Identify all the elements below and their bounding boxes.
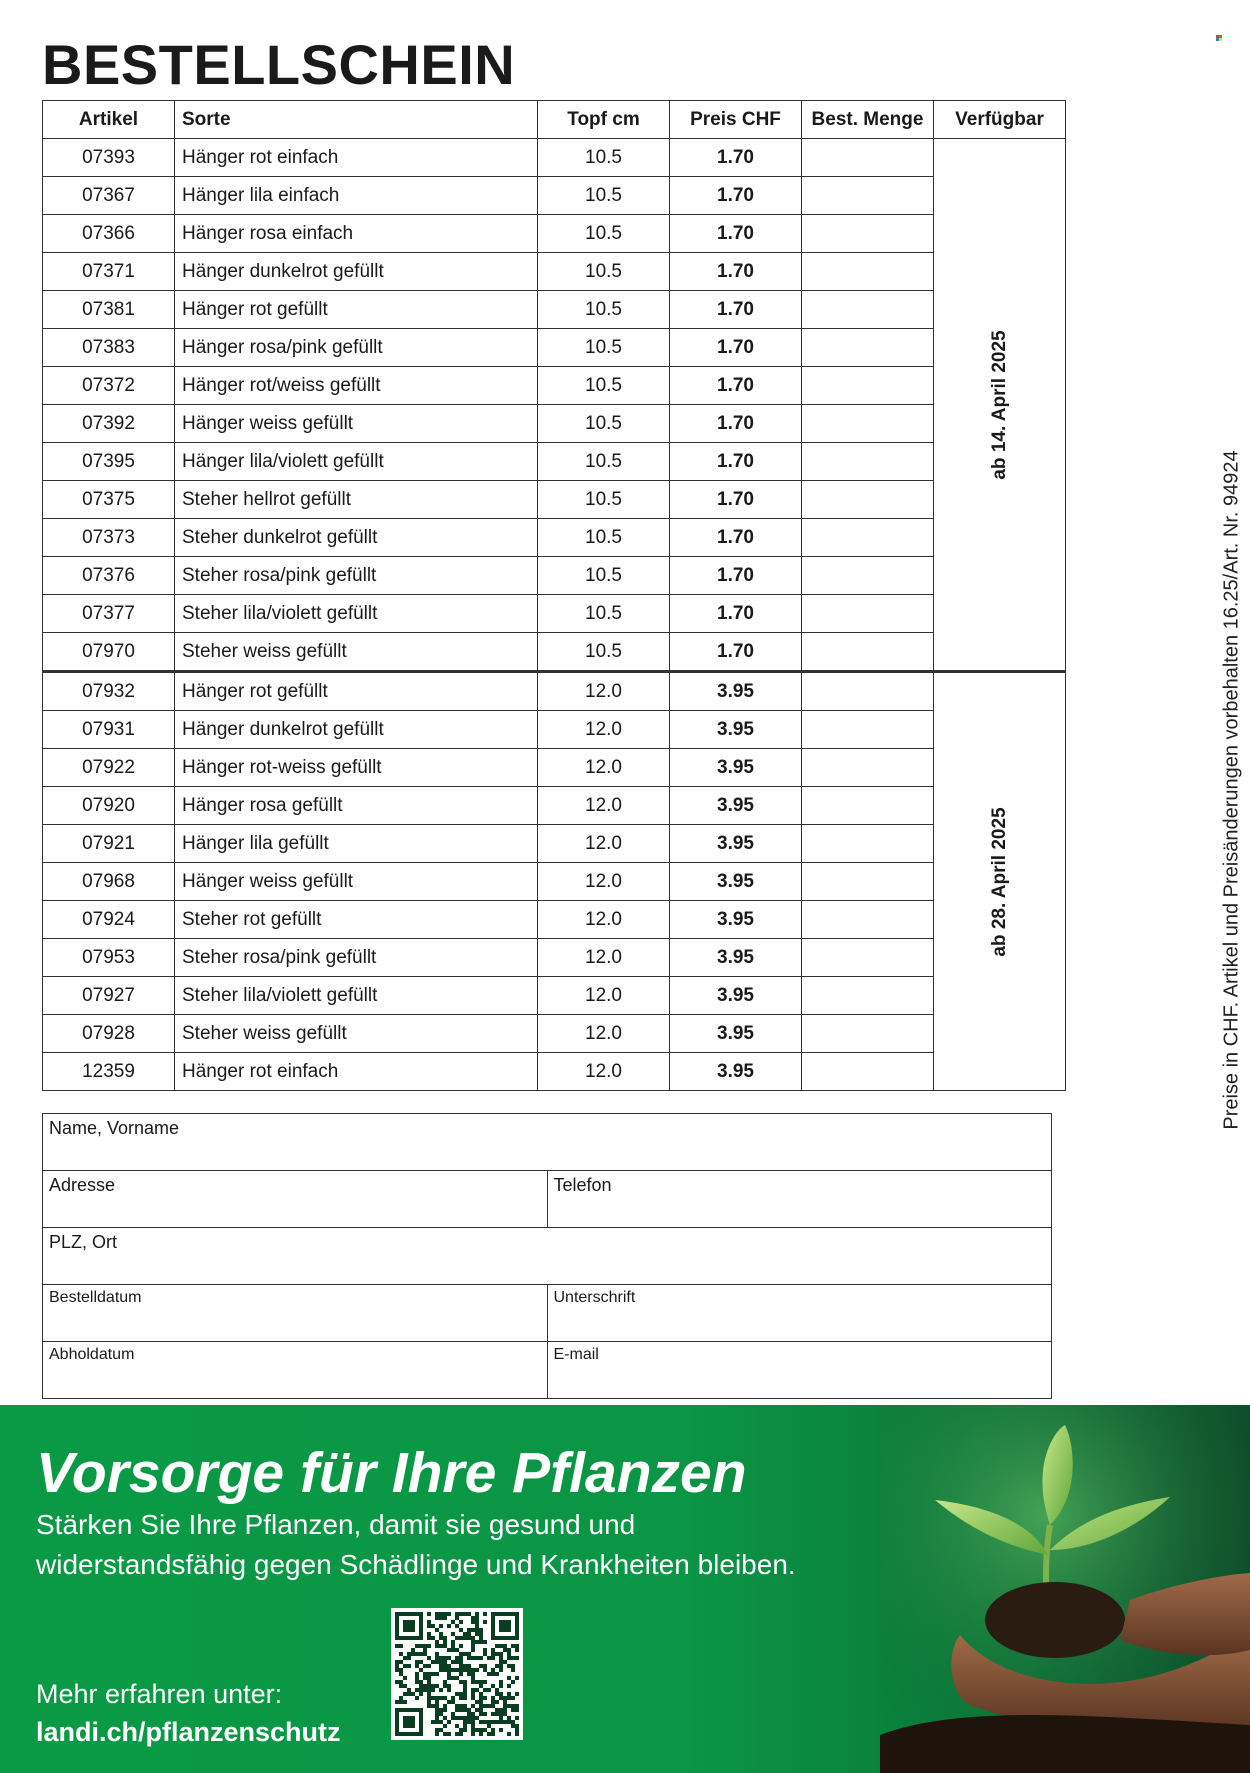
sorte-cell: Steher rot gefüllt xyxy=(175,901,538,939)
preis-cell: 1.70 xyxy=(670,557,802,595)
topf-cell: 12.0 xyxy=(538,939,670,977)
sorte-cell: Hänger dunkelrot gefüllt xyxy=(175,711,538,749)
artikel-cell: 07383 xyxy=(43,329,175,367)
artikel-cell: 07921 xyxy=(43,825,175,863)
name-field[interactable] xyxy=(43,1114,1052,1171)
banner-url-link[interactable]: landi.ch/pflanzenschutz xyxy=(36,1717,341,1747)
topf-cell: 10.5 xyxy=(538,519,670,557)
customer-form xyxy=(42,1113,1052,1399)
quantity-input-cell[interactable] xyxy=(802,405,934,443)
signature-field[interactable] xyxy=(547,1285,1052,1342)
table-row xyxy=(43,863,1066,901)
topf-cell: 12.0 xyxy=(538,901,670,939)
topf-cell: 10.5 xyxy=(538,633,670,672)
topf-cell: 12.0 xyxy=(538,825,670,863)
artikel-cell: 07392 xyxy=(43,405,175,443)
preis-cell: 1.70 xyxy=(670,595,802,633)
quantity-input-cell[interactable] xyxy=(802,291,934,329)
header-artikel: Artikel xyxy=(43,101,175,139)
zip-city-label: PLZ, Ort xyxy=(49,1232,118,1252)
quantity-input-cell[interactable] xyxy=(802,977,934,1015)
sorte-cell: Steher lila/violett gefüllt xyxy=(175,977,538,1015)
table-row xyxy=(43,1053,1066,1091)
quantity-input-cell[interactable] xyxy=(802,215,934,253)
topf-cell: 12.0 xyxy=(538,1053,670,1091)
preis-cell: 3.95 xyxy=(670,939,802,977)
preis-cell: 3.95 xyxy=(670,863,802,901)
sorte-cell: Steher weiss gefüllt xyxy=(175,633,538,672)
preis-cell: 1.70 xyxy=(670,215,802,253)
table-row xyxy=(43,595,1066,633)
artikel-cell: 12359 xyxy=(43,1053,175,1091)
table-row xyxy=(43,519,1066,557)
preis-cell: 3.95 xyxy=(670,749,802,787)
sorte-cell: Steher dunkelrot gefüllt xyxy=(175,519,538,557)
order-table xyxy=(42,100,1066,1091)
topf-cell: 10.5 xyxy=(538,215,670,253)
artikel-cell: 07920 xyxy=(43,787,175,825)
preis-cell: 1.70 xyxy=(670,177,802,215)
artikel-cell: 07395 xyxy=(43,443,175,481)
topf-cell: 12.0 xyxy=(538,711,670,749)
quantity-input-cell[interactable] xyxy=(802,787,934,825)
preis-cell: 1.70 xyxy=(670,291,802,329)
color-mark-icon xyxy=(1216,35,1223,42)
artikel-cell: 07373 xyxy=(43,519,175,557)
table-row xyxy=(43,787,1066,825)
banner-title: Vorsorge für Ihre Pflanzen xyxy=(36,1441,747,1505)
quantity-input-cell[interactable] xyxy=(802,939,934,977)
banner-more-label: Mehr erfahren unter: xyxy=(36,1679,283,1709)
header-sorte: Sorte xyxy=(175,101,538,139)
table-row xyxy=(43,749,1066,787)
artikel-cell: 07924 xyxy=(43,901,175,939)
quantity-input-cell[interactable] xyxy=(802,1015,934,1053)
phone-field[interactable] xyxy=(547,1171,1052,1228)
preis-cell: 1.70 xyxy=(670,367,802,405)
artikel-cell: 07371 xyxy=(43,253,175,291)
table-row xyxy=(43,711,1066,749)
sorte-cell: Hänger weiss gefüllt xyxy=(175,405,538,443)
availability-cell xyxy=(934,139,1066,672)
sorte-cell: Hänger rosa/pink gefüllt xyxy=(175,329,538,367)
table-row xyxy=(43,1015,1066,1053)
table-row xyxy=(43,977,1066,1015)
topf-cell: 12.0 xyxy=(538,1015,670,1053)
sorte-cell: Hänger rosa gefüllt xyxy=(175,787,538,825)
artikel-cell: 07377 xyxy=(43,595,175,633)
email-label: E-mail xyxy=(553,1346,599,1363)
banner-text: Stärken Sie Ihre Pflanzen, damit sie gesund und widerstandsfähig gegen Schädlinge und Krankheiten bleiben. xyxy=(36,1509,796,1580)
topf-cell: 10.5 xyxy=(538,367,670,405)
topf-cell: 10.5 xyxy=(538,177,670,215)
quantity-input-cell[interactable] xyxy=(802,139,934,177)
preis-cell: 3.95 xyxy=(670,1015,802,1053)
seedling-in-hands-icon xyxy=(880,1405,1250,1773)
table-row xyxy=(43,367,1066,405)
quantity-input-cell[interactable] xyxy=(802,557,934,595)
order-date-label: Bestelldatum xyxy=(49,1289,142,1306)
quantity-input-cell[interactable] xyxy=(802,443,934,481)
preis-cell: 1.70 xyxy=(670,253,802,291)
table-row xyxy=(43,557,1066,595)
artikel-cell: 07366 xyxy=(43,215,175,253)
preis-cell: 1.70 xyxy=(670,329,802,367)
preis-cell: 1.70 xyxy=(670,519,802,557)
promo-banner xyxy=(0,1405,1250,1773)
table-row xyxy=(43,633,1066,672)
artikel-cell: 07932 xyxy=(43,672,175,711)
sorte-cell: Hänger rot-weiss gefüllt xyxy=(175,749,538,787)
header-topf: Topf cm xyxy=(538,101,670,139)
pickup-date-label: Abholdatum xyxy=(49,1346,135,1363)
quantity-input-cell[interactable] xyxy=(802,367,934,405)
artikel-cell: 07931 xyxy=(43,711,175,749)
availability-cell xyxy=(934,672,1066,1091)
preis-cell: 3.95 xyxy=(670,901,802,939)
quantity-input-cell[interactable] xyxy=(802,749,934,787)
table-row xyxy=(43,481,1066,519)
artikel-cell: 07970 xyxy=(43,633,175,672)
topf-cell: 10.5 xyxy=(538,329,670,367)
quantity-input-cell[interactable] xyxy=(802,519,934,557)
email-field[interactable] xyxy=(547,1342,1052,1399)
quantity-input-cell[interactable] xyxy=(802,595,934,633)
sorte-cell: Hänger lila/violett gefüllt xyxy=(175,443,538,481)
sorte-cell: Hänger lila einfach xyxy=(175,177,538,215)
artikel-cell: 07367 xyxy=(43,177,175,215)
table-row xyxy=(43,672,1066,711)
sorte-cell: Hänger rot/weiss gefüllt xyxy=(175,367,538,405)
sorte-cell: Hänger rot einfach xyxy=(175,1053,538,1091)
phone-label: Telefon xyxy=(553,1175,612,1195)
topf-cell: 10.5 xyxy=(538,405,670,443)
sorte-cell: Hänger lila gefüllt xyxy=(175,825,538,863)
quantity-input-cell[interactable] xyxy=(802,863,934,901)
artikel-cell: 07381 xyxy=(43,291,175,329)
table-row xyxy=(43,901,1066,939)
topf-cell: 12.0 xyxy=(538,977,670,1015)
quantity-input-cell[interactable] xyxy=(802,672,934,711)
table-row xyxy=(43,443,1066,481)
artikel-cell: 07927 xyxy=(43,977,175,1015)
table-row xyxy=(43,177,1066,215)
preis-cell: 1.70 xyxy=(670,139,802,177)
artikel-cell: 07375 xyxy=(43,481,175,519)
order-date-field[interactable] xyxy=(43,1285,548,1342)
qr-code-icon[interactable] xyxy=(391,1608,523,1740)
quantity-input-cell[interactable] xyxy=(802,1053,934,1091)
quantity-input-cell[interactable] xyxy=(802,825,934,863)
artikel-cell: 07376 xyxy=(43,557,175,595)
availability-date: ab 28. April 2025 xyxy=(988,806,1010,957)
sorte-cell: Hänger rot gefüllt xyxy=(175,291,538,329)
quantity-input-cell[interactable] xyxy=(802,177,934,215)
topf-cell: 10.5 xyxy=(538,253,670,291)
quantity-input-cell[interactable] xyxy=(802,253,934,291)
page-title: BESTELLSCHEIN xyxy=(42,33,516,96)
topf-cell: 10.5 xyxy=(538,557,670,595)
quantity-input-cell[interactable] xyxy=(802,633,934,672)
preis-cell: 1.70 xyxy=(670,443,802,481)
address-label: Adresse xyxy=(49,1175,116,1195)
table-row xyxy=(43,215,1066,253)
preis-cell: 1.70 xyxy=(670,633,802,672)
signature-label: Unterschrift xyxy=(553,1289,636,1306)
quantity-input-cell[interactable] xyxy=(802,901,934,939)
quantity-input-cell[interactable] xyxy=(802,329,934,367)
artikel-cell: 07922 xyxy=(43,749,175,787)
pickup-date-field[interactable] xyxy=(43,1342,548,1399)
artikel-cell: 07953 xyxy=(43,939,175,977)
price-note: Preise in CHF. Artikel und Preisänderungen vorbehalten 16.25/Art. Nr. 94924 xyxy=(1220,450,1243,1130)
availability-date: ab 14. April 2025 xyxy=(988,329,1010,480)
zip-city-field[interactable] xyxy=(43,1228,1052,1285)
topf-cell: 12.0 xyxy=(538,787,670,825)
table-row xyxy=(43,253,1066,291)
sorte-cell: Hänger weiss gefüllt xyxy=(175,863,538,901)
sorte-cell: Steher weiss gefüllt xyxy=(175,1015,538,1053)
sorte-cell: Steher lila/violett gefüllt xyxy=(175,595,538,633)
header-verfuegbar: Verfügbar xyxy=(934,101,1066,139)
header-preis: Preis CHF xyxy=(670,101,802,139)
topf-cell: 10.5 xyxy=(538,595,670,633)
sorte-cell: Hänger rosa einfach xyxy=(175,215,538,253)
topf-cell: 10.5 xyxy=(538,291,670,329)
name-label: Name, Vorname xyxy=(49,1118,180,1138)
preis-cell: 3.95 xyxy=(670,977,802,1015)
preis-cell: 1.70 xyxy=(670,405,802,443)
sorte-cell: Hänger dunkelrot gefüllt xyxy=(175,253,538,291)
header-menge: Best. Menge xyxy=(802,101,934,139)
topf-cell: 12.0 xyxy=(538,672,670,711)
sorte-cell: Hänger rot gefüllt xyxy=(175,672,538,711)
preis-cell: 3.95 xyxy=(670,787,802,825)
topf-cell: 12.0 xyxy=(538,863,670,901)
topf-cell: 10.5 xyxy=(538,481,670,519)
table-row xyxy=(43,939,1066,977)
sorte-cell: Steher hellrot gefüllt xyxy=(175,481,538,519)
table-row xyxy=(43,825,1066,863)
topf-cell: 10.5 xyxy=(538,443,670,481)
quantity-input-cell[interactable] xyxy=(802,711,934,749)
preis-cell: 3.95 xyxy=(670,711,802,749)
table-header-row xyxy=(43,101,1066,139)
artikel-cell: 07928 xyxy=(43,1015,175,1053)
table-row xyxy=(43,329,1066,367)
preis-cell: 1.70 xyxy=(670,481,802,519)
address-field[interactable] xyxy=(43,1171,548,1228)
sorte-cell: Steher rosa/pink gefüllt xyxy=(175,939,538,977)
table-row xyxy=(43,139,1066,177)
table-row xyxy=(43,291,1066,329)
quantity-input-cell[interactable] xyxy=(802,481,934,519)
sorte-cell: Steher rosa/pink gefüllt xyxy=(175,557,538,595)
preis-cell: 3.95 xyxy=(670,825,802,863)
preis-cell: 3.95 xyxy=(670,672,802,711)
preis-cell: 3.95 xyxy=(670,1053,802,1091)
topf-cell: 12.0 xyxy=(538,749,670,787)
artikel-cell: 07372 xyxy=(43,367,175,405)
artikel-cell: 07968 xyxy=(43,863,175,901)
sorte-cell: Hänger rot einfach xyxy=(175,139,538,177)
topf-cell: 10.5 xyxy=(538,139,670,177)
table-row xyxy=(43,405,1066,443)
artikel-cell: 07393 xyxy=(43,139,175,177)
